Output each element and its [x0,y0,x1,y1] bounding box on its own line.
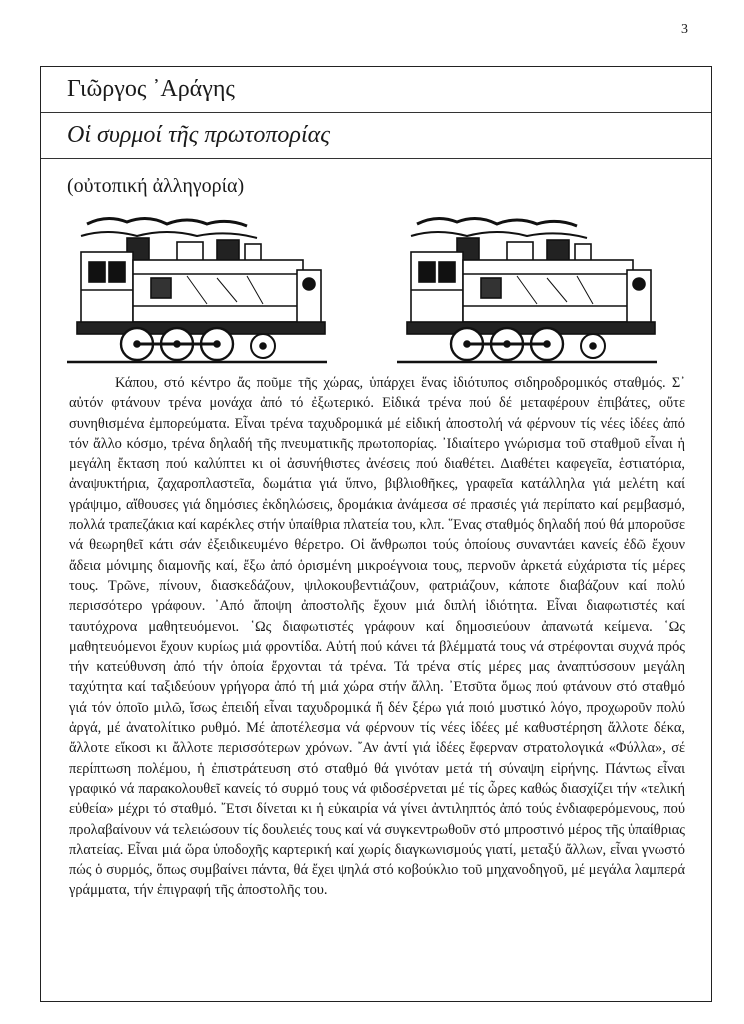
body-paragraph: Κάπου, στό κέντρο ἄς ποῦμε τῆς χώρας, ὑπάρχει ἕνας ἰδιότυπος σιδηροδρομικός σταθμός. Σ᾿ αὐτόν φτάνουν τρένα μονάχα ἀπό τό ἐξωτερικό. Εἰδικά τρένα πού δέ μεταφέρουν ἐπιβάτες, οὔτε συνηθισμένα ἐμπορεύματα. Εἶναι τρένα ταχυδρομικά μέ εἰδική ἀποστολή νά φέρνουν τίς νέες ἰδέες ἀπό τόν ἄλλο κόσμο, τρένα δηλαδή τῆς πνευματικῆς πρωτοπορίας. ᾿Ιδιαίτερο γνώρισμα τοῦ σταθμοῦ εἶναι ἡ μεγάλη ἔκταση πού καλύπτει κι οἱ ἀσυνήθιστες ἀνέσεις πού διαθέτει. Διαθέτει καφεγεῖα, ἑστιατόρια, ἀναψυκτήρια, ζαχαροπλαστεῖα, δωμάτια γιά ὕπνο, βιβλιοθῆκες, γραφεῖα κατάλληλα γιά μελέτη καί γράψιμο, αἴθουσες γιά δημόσιες ἐκδηλώσεις, δρομάκια ἀνάμεσα σέ πρασιές γιά περίπατο καί ρεμβασμό, πολλά τραπεζάκια καί καρέκλες στήν ὑπαίθρια πλατεία του, κλπ. ῞Ενας σταθμός δηλαδή πού θά μποροῦσε νά θεωρηθεῖ κάτι σάν ἐξειδικευμένο θέρετρο. Οἱ ἄνθρωποι τούς ὁποίους συναντάει κανείς ἐδῶ ἔχουν ἄδεια μόνιμης διαμονῆς καί, ἔξω ἀπό ὁρισμένη μικροέγνοια τους, περνοῦν ἀρκετά εὐχάριστα τίς μέρες τους. Τρῶνε, πίνουν, διασκεδάζουν, ψιλοκουβεντιάζουν, φατριάζουν, κάποτε διαβάζουν καί πολύ περισσότερο γράφουν. ᾿Από ἄποψη ἀποστολῆς ἔχουν μιά διπλή ἰδιότητα. Εἶναι διαφωτιστές καί ταυτόχρονα μαθητευόμενοι. ῾Ως διαφωτιστές γράφουν καί δημοσιεύουν ἀπανωτά κείμενα. ῾Ως μαθητευόμενοι ἔχουν κυρίως μιά φροντίδα. Αὐτή πού κάνει τά βλέμματά τους νά στρέφονται συχνά πρός τήν κατεύθυνση ἀπό τήν ὁποία ἔρχονται τά τρένα. Τά τρένα στίς μέρες μας ἀναπτύσσουν μεγάλη ταχύτητα καί ταξιδεύουν γρήγορα ἀπό τή μιά χώρα στήν ἄλλη. ᾿Ετσῦτα ὅμως πού φτάνουν στό σταθμό γιά τόν ὁποῖο μιλῶ, ἴσως ἐπειδή εἶναι ταχυδρομικά ἤ δέν ξέρω γιά ποιό μυστικό λόγο, προχωροῦν πολύ ἀργά, μέ ἀνατολίτικο ρυθμό. Μέ ἀποτέλεσμα νά φέρνουν τίς νέες ἰδέες μέ καθυστέρηση ἄλλοτε δέκα, ἄλλοτε εἴκοσι κι ἄλλοτε περισσότερων χρόνων. ῎Αν ἀντί γιά ἰδέες ἔφερναν στρατολογικά «Φύλλα», σέ περίπτωση πολέμου, ἡ ἐπιστράτευση στό σταθμό θά γινόταν μετά τή σύναψη εἰρήνης. Πάντως εἶναι γραφικό νά παρακολουθεῖ κανείς τό συρμό τους νά φιδοσέρνεται μέ τίς ὧρες καθώς διασχίζει τήν «τελική εὐθεία» μέχρι τό σταθμό. ῎Ετσι δίνεται κι ἡ εὐκαιρία νά γίνει ἀντιληπτός ἀπό τούς ἐνδιαφερόμενους, πού προλαβαίνουν νά τελειώσουν τίς δουλειές τους καί νά συγκεντρωθοῦν στό μπροστινό μέρος τῆς ὑπαίθριας πλατείας. Εἶναι μιά ὥρα ὑποδοχῆς καρτερική καί χωρίς διαγκωνισμούς γιατί, μεταξύ ἄλλων, εἶναι γνωστό πώς ὁ συρμός, ὅπως συμβαίνει πάντα, θά ἔχει ψηλά στό κοβούκλιο τοῦ μηχανοδηγοῦ, μέ μεγάλα λαμπερά γράμματα, τήν ἐπιγραφή τῆς ἀποστολῆς του. [69,375,685,899]
steam-locomotive-icon [397,214,657,369]
title-band [41,113,711,159]
author-name: Γιῶργος ᾿Αράγης [67,76,235,102]
page-number: 3 [681,22,688,37]
author-band [41,67,711,113]
steam-locomotive-icon [67,214,327,369]
article-title: Οἱ συρμοί τῆς πρωτοπορίας [67,122,330,148]
content-frame [40,66,712,1002]
article-subtitle: (οὐτοπική ἀλληγορία) [67,175,245,197]
